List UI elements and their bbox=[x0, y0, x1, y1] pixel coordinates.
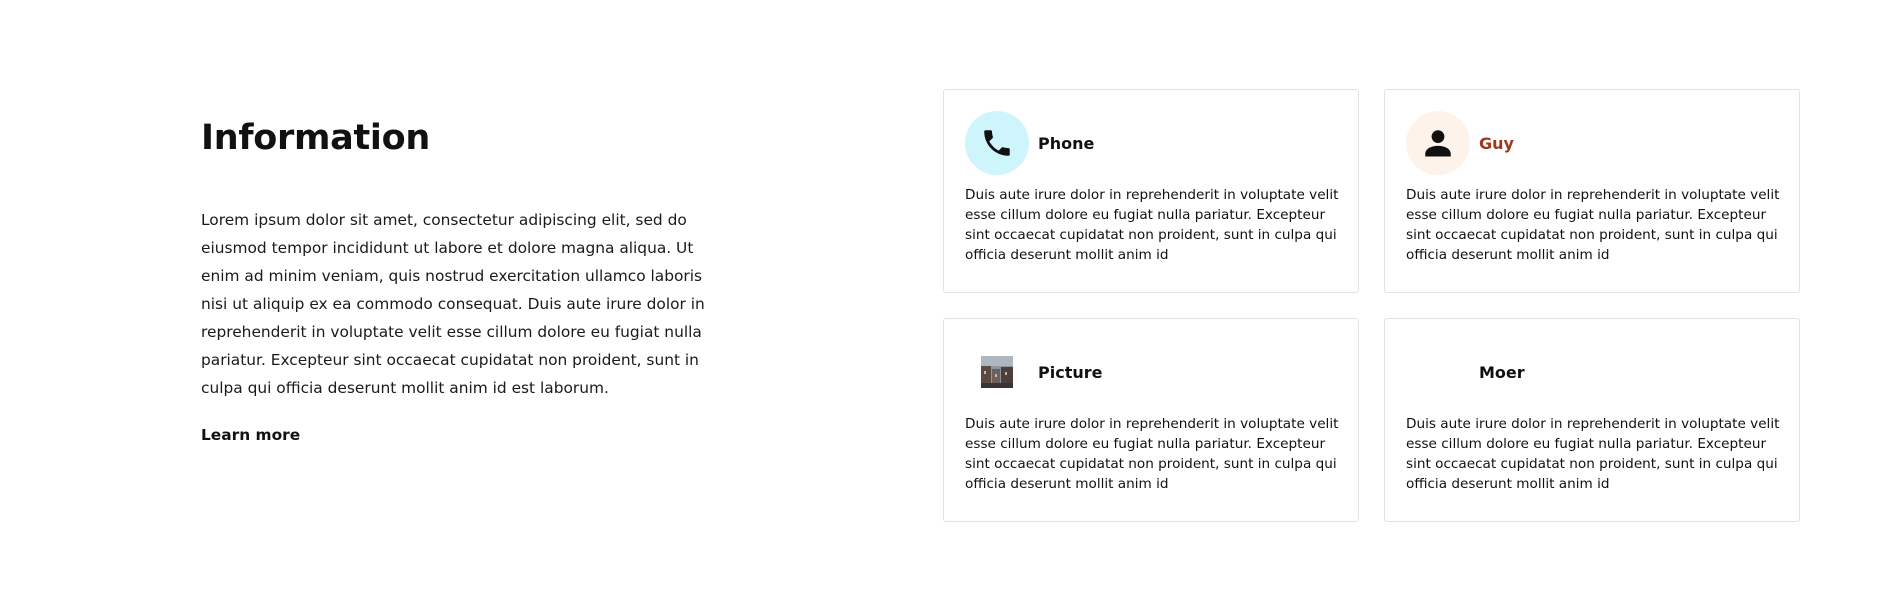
person-icon bbox=[1406, 111, 1470, 175]
card-text: Duis aute irure dolor in reprehenderit in voluptate velit esse cillum dolore eu fugiat nulla pariatur. Excepteur sint occaecat cupidatat non proident, sunt in culpa qui officia deserunt mollit anim id bbox=[965, 187, 1339, 263]
card-title: Guy bbox=[1479, 133, 1514, 153]
section-title: Information bbox=[201, 118, 430, 158]
card-header bbox=[1406, 340, 1525, 404]
info-card-phone bbox=[943, 89, 1359, 293]
section-description: Lorem ipsum dolor sit amet, consectetur adipiscing elit, sed do eiusmod tempor incididunt ut labore et dolore magna aliqua. Ut enim ad minim veniam, quis nostrud exercitation ullamco laboris nisi ut aliquip ex ea commodo consequat. Duis aute irure dolor in reprehenderit in voluptate velit esse cillum dolore eu fugiat nulla pariatur. Excepteur sint occaecat cupidatat non proident, sunt in culpa qui officia deserunt mollit anim id est laborum. bbox=[201, 211, 705, 397]
info-card-guy bbox=[1384, 89, 1800, 293]
information-section bbox=[201, 112, 721, 444]
card-text: Duis aute irure dolor in reprehenderit in voluptate velit esse cillum dolore eu fugiat nulla pariatur. Excepteur sint occaecat cupidatat non proident, sunt in culpa qui officia deserunt mollit anim id bbox=[1406, 187, 1780, 263]
card-title: Moer bbox=[1479, 362, 1525, 382]
card-text: Duis aute irure dolor in reprehenderit in voluptate velit esse cillum dolore eu fugiat nulla pariatur. Excepteur sint occaecat cupidatat non proident, sunt in culpa qui officia deserunt mollit anim id bbox=[965, 416, 1339, 492]
card-header bbox=[965, 111, 1094, 175]
picture-thumbnail bbox=[965, 340, 1029, 404]
info-card-moer bbox=[1384, 318, 1800, 522]
phone-icon bbox=[965, 111, 1029, 175]
card-header bbox=[1406, 111, 1514, 175]
info-card-picture bbox=[943, 318, 1359, 522]
learn-more-link[interactable]: Learn more bbox=[201, 426, 301, 444]
card-title: Picture bbox=[1038, 362, 1103, 382]
card-title: Phone bbox=[1038, 133, 1095, 153]
card-text: Duis aute irure dolor in reprehenderit in voluptate velit esse cillum dolore eu fugiat nulla pariatur. Excepteur sint occaecat cupidatat non proident, sunt in culpa qui officia deserunt mollit anim id bbox=[1406, 416, 1780, 492]
blank-icon bbox=[1406, 340, 1470, 404]
card-header bbox=[965, 340, 1102, 404]
